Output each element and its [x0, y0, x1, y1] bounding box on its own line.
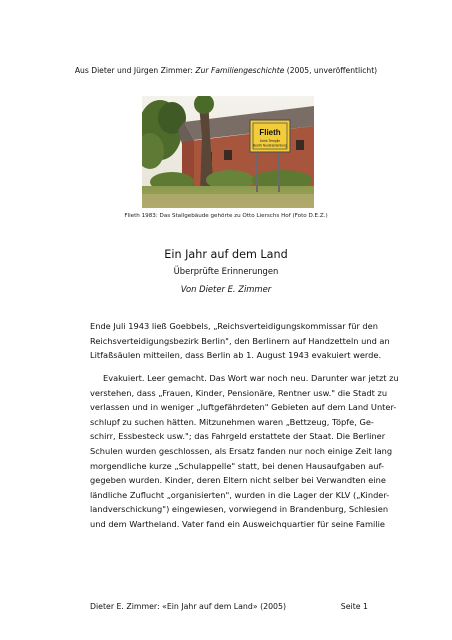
sign-line-2: Bezirk Neubrandenburg	[253, 143, 287, 148]
paragraph-2-line: ländliche Zuflucht „organisierten", wurden in die Lager der KLV („Kinder-	[90, 489, 390, 500]
paragraph-2-line: verstehen, dass „Frauen, Kinder, Pensionäre, Rentner usw." die Stadt zu	[90, 387, 388, 398]
article-subtitle: Überprüfte Erinnerungen	[173, 266, 279, 276]
source-suffix: (2005, unveröffentlicht)	[284, 66, 378, 75]
paragraph-2	[90, 371, 399, 532]
sign-line-1: Kreis Templin	[259, 139, 281, 143]
paragraph-2-line: schirr, Essbesteck usw."; das Fahrgeld erstattete der Staat. Die Berliner	[90, 431, 386, 442]
paragraph-2-line: gegeben wurden. Kinder, deren Eltern nicht selber bei Verwandten eine	[90, 475, 386, 486]
sign-title: Flieth	[259, 128, 281, 137]
article-title: Ein Jahr auf dem Land	[164, 248, 288, 261]
source-prefix: Aus Dieter und Jürgen Zimmer:	[74, 66, 196, 75]
paragraph-1-line: Reichsverteidigungsbezirk Berlin", den Berlinern auf Handzetteln und an	[90, 335, 390, 346]
source-book-title: Zur Familiengeschichte	[195, 66, 285, 75]
source-line	[0, 66, 452, 76]
photo-stable-building	[142, 96, 314, 208]
paragraph-1-line: Litfaßsäulen mitteilen, dass Berlin ab 1. August 1943 evakuiert werde.	[90, 350, 382, 361]
paragraph-2-line: morgendliche kurze „Schulappelle" statt, bei denen Hausaufgaben auf-	[90, 460, 384, 471]
paragraph-2-line: verlassen und in weniger „luftgefährdeten" Gebieten auf dem Land Unter-	[90, 402, 397, 413]
paragraph-2-line: Schulen wurden geschlossen, als Ersatz fanden nur noch einige Zeit lang	[90, 445, 393, 456]
article-author: Von Dieter E. Zimmer	[180, 284, 272, 294]
photo-illustration	[142, 96, 314, 208]
paragraph-1	[90, 319, 390, 363]
footer-page-number: Seite 1	[340, 602, 368, 611]
photo-caption: Flieth 1983: Das Stallgebäude gehörte zu Otto Lierschs Hof (Foto D.E.Z.)	[124, 213, 328, 219]
paragraph-1-line: Ende Juli 1943 ließ Goebbels, „Reichsverteidigungskommissar für den	[90, 321, 378, 331]
paragraph-2-line: schlupf zu suchen hätten. Mitzunehmen waren „Bettzeug, Töpfe, Ge-	[90, 416, 374, 427]
paragraph-2-line: und dem Wartheland. Vater fand ein Ausweichquartier für seine Familie	[90, 518, 385, 529]
paragraph-2-line: Evakuiert. Leer gemacht. Das Wort war noch neu. Darunter war jetzt zu	[103, 373, 399, 383]
footer-citation: Dieter E. Zimmer: «Ein Jahr auf dem Land» (2005)	[90, 602, 286, 611]
paragraph-2-line: landverschickung") eingewiesen, vorwiegend in Brandenburg, Schlesien	[90, 504, 389, 515]
